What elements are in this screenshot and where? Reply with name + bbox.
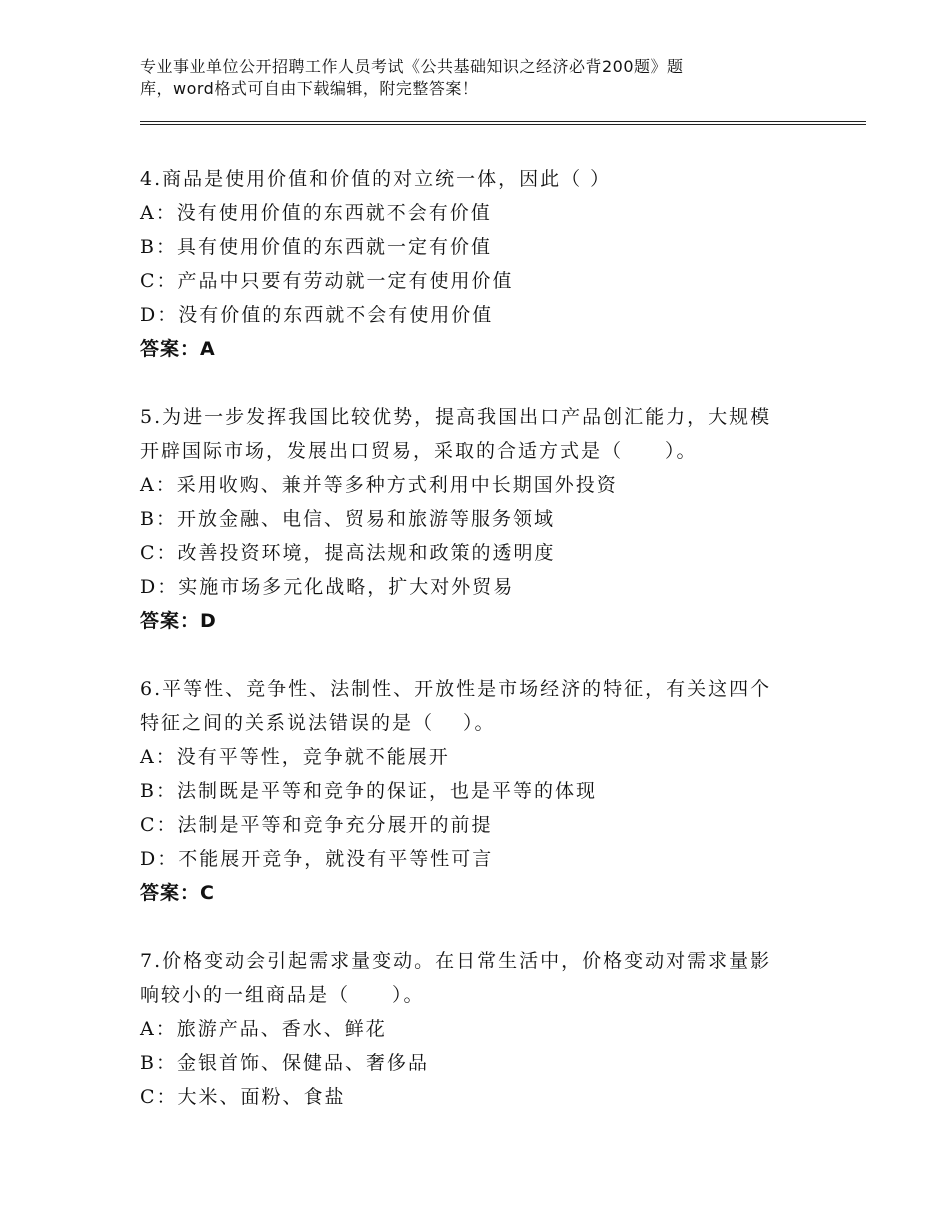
- header-line-1: 专业事业单位公开招聘工作人员考试《公共基础知识之经济必背200题》题: [140, 57, 684, 76]
- header-line-2: 库，word格式可自由下载编辑，附完整答案！: [140, 79, 479, 98]
- option-c: C：改善投资环境，提高法规和政策的透明度: [140, 542, 556, 564]
- option-a: A：采用收购、兼并等多种方式利用中长期国外投资: [140, 474, 618, 496]
- option-b: B：开放金融、电信、贸易和旅游等服务领域: [140, 508, 555, 530]
- option-d: D：实施市场多元化战略，扩大对外贸易: [140, 576, 515, 598]
- answer: 答案：A: [140, 338, 216, 360]
- option-d: D：没有价值的东西就不会有使用价值: [140, 304, 494, 326]
- question-stem-continued: 响较小的一组商品是（ ）。: [140, 984, 425, 1006]
- question-stem-continued: 特征之间的关系说法错误的是（ ）。: [140, 712, 496, 734]
- question-4: [140, 162, 820, 366]
- question-7: [140, 944, 820, 1114]
- option-c: C：产品中只要有劳动就一定有使用价值: [140, 270, 514, 292]
- answer: 答案：D: [140, 610, 217, 632]
- question-5: [140, 400, 820, 638]
- option-b: B：具有使用价值的东西就一定有价值: [140, 236, 492, 258]
- option-c: C：法制是平等和竞争充分展开的前提: [140, 814, 493, 836]
- option-d: D：不能展开竞争，就没有平等性可言: [140, 848, 494, 870]
- question-list: [140, 162, 820, 1114]
- header-divider-top: [140, 121, 866, 122]
- option-c: C：大米、面粉、食盐: [140, 1086, 346, 1108]
- option-b: B：金银首饰、保健品、奢侈品: [140, 1052, 429, 1074]
- question-stem: 5.为进一步发挥我国比较优势，提高我国出口产品创汇能力，大规模: [140, 406, 772, 428]
- answer: 答案：C: [140, 882, 215, 904]
- option-a: A：没有平等性，竞争就不能展开: [140, 746, 450, 768]
- option-a: A：旅游产品、香水、鲜花: [140, 1018, 387, 1040]
- header-divider-bottom: [140, 124, 866, 125]
- question-stem: 6.平等性、竞争性、法制性、开放性是市场经济的特征，有关这四个: [140, 678, 772, 700]
- option-b: B：法制既是平等和竞争的保证，也是平等的体现: [140, 780, 597, 802]
- option-a: A：没有使用价值的东西就不会有价值: [140, 202, 492, 224]
- question-6: [140, 672, 820, 910]
- question-stem-continued: 开辟国际市场，发展出口贸易，采取的合适方式是（ ）。: [140, 440, 698, 462]
- question-stem: 4.商品是使用价值和价值的对立统一体，因此（ ）: [140, 168, 612, 190]
- question-stem: 7.价格变动会引起需求量变动。在日常生活中，价格变动对需求量影: [140, 950, 772, 972]
- document-header: [140, 56, 780, 100]
